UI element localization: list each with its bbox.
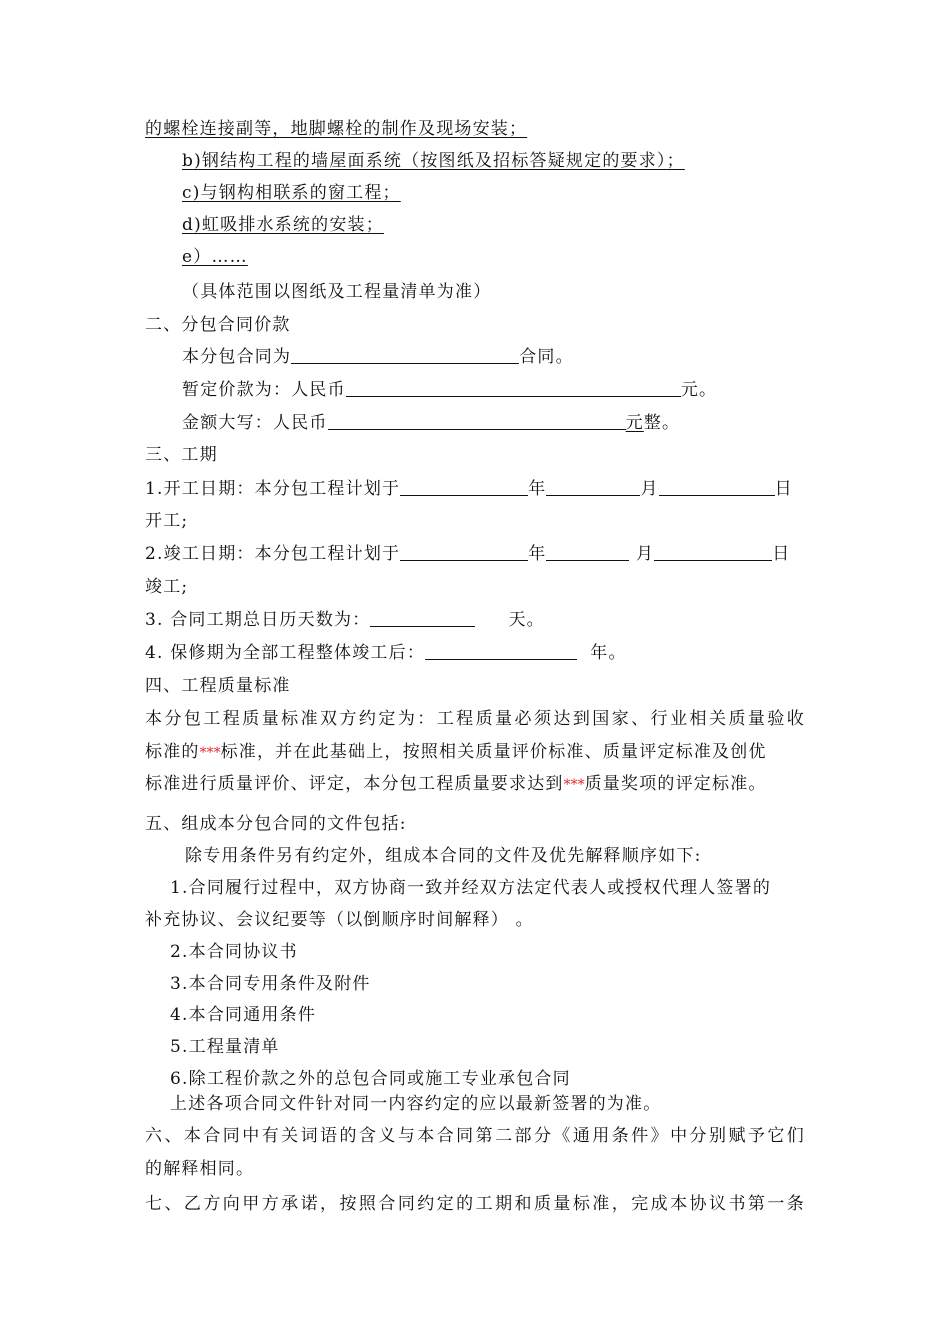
commitment-paragraph-line-1: 七、乙方向甲方承诺，按照合同约定的工期和质量标准，完成本协议书第一条 [145,1194,805,1214]
documents-heading: 五、组成本分包合同的文件包括: [145,814,407,834]
quality-text: 标准进行质量评价、评定，本分包工程质量要求达到 [145,774,564,794]
quality-paragraph-line-3 [145,772,767,797]
total-days-line [145,608,545,632]
price-amount-label: 暂定价款为：人民币 [182,380,346,400]
price-words-suffix: 整。 [643,413,681,433]
start-year-label: 年 [528,479,547,499]
end-day-blank[interactable] [654,542,772,561]
scope-item-b: b)钢结构工程的墙屋面系统（按图纸及招标答疑规定的要求）； [182,151,685,171]
price-amount-line [182,378,717,402]
scope-item-c: c)与钢构相联系的窗工程； [182,183,401,203]
price-words-label: 金额大写：人民币 [182,413,328,433]
end-date-line [145,542,790,566]
start-year-blank[interactable] [400,477,528,496]
price-words-yuan: 元 [625,413,644,433]
quality-paragraph-line-1: 本分包工程质量标准双方约定为：工程质量必须达到国家、行业相关质量验收 [145,709,805,729]
quality-text: 标准，并在此基础上，按照相关质量评价标准、质量评定标准及创优 [220,742,767,762]
end-day-label: 日 [772,544,791,564]
start-day-label: 日 [774,479,793,499]
price-contract-type-suffix: 合同。 [519,347,574,367]
warranty-label: 4. 保修期为全部工程整体竣工后： [145,643,426,663]
documents-item-3: 3.本合同专用条件及附件 [170,974,371,994]
scope-a-continued: 的螺栓连接副等，地脚螺栓的制作及现场安装； [145,119,528,139]
warranty-blank[interactable] [425,641,577,660]
scope-item-d: d)虹吸排水系统的安装； [182,215,384,235]
warranty-suffix: 年。 [590,643,627,663]
start-date-continued: 开工; [145,511,189,531]
total-days-blank[interactable] [370,608,475,627]
end-date-label: 2.竣工日期：本分包工程计划于 [145,544,401,564]
redacted-award-mark: *** [563,777,585,793]
documents-item-6: 6.除工程价款之外的总包合同或施工专业承包合同 [170,1069,571,1089]
price-words-blank[interactable] [328,411,626,430]
terms-paragraph-line-2: 的解释相同。 [145,1159,255,1179]
start-month-label: 月 [640,479,659,499]
quality-paragraph-line-2 [145,740,767,765]
start-month-blank[interactable] [546,477,640,496]
end-month-label: 月 [636,544,655,564]
price-words-line [182,411,680,435]
end-year-label: 年 [528,544,547,564]
price-amount-suffix: 元。 [680,380,718,400]
terms-paragraph-line-1: 六、本合同中有关词语的含义与本合同第二部分《通用条件》中分别赋予它们 [145,1126,805,1146]
start-day-blank[interactable] [659,477,775,496]
price-contract-type-line [182,345,574,369]
price-amount-blank[interactable] [346,378,681,397]
quality-text: 标准的 [145,742,200,762]
documents-item-5: 5.工程量清单 [170,1037,280,1057]
start-date-line [145,477,793,501]
contract-type-blank[interactable] [291,345,519,364]
documents-intro: 除专用条件另有约定外，组成本合同的文件及优先解释顺序如下: [185,846,702,866]
end-date-continued: 竣工; [145,577,189,597]
start-date-label: 1.开工日期：本分包工程计划于 [145,479,401,499]
documents-item-2: 2.本合同协议书 [170,942,298,962]
period-heading: 三、工期 [145,445,218,465]
documents-item-4: 4.本合同通用条件 [170,1005,317,1025]
documents-item-1-continued: 补充协议、会议纪要等（以倒顺序时间解释） 。 [145,910,534,930]
price-contract-type-label: 本分包合同为 [182,347,292,367]
documents-closing: 上述各项合同文件针对同一内容约定的应以最新签署的为准。 [170,1094,662,1114]
scope-item-e: e）…… [182,247,248,267]
scope-note: （具体范围以图纸及工程量清单为准） [182,282,492,302]
quality-heading: 四、工程质量标准 [145,676,291,696]
total-days-suffix: 天。 [508,610,545,630]
end-month-blank[interactable] [546,542,629,561]
price-heading: 二、分包合同价款 [145,315,291,335]
quality-text: 质量奖项的评定标准。 [584,774,767,794]
documents-item-1: 1.合同履行过程中，双方协商一致并经双方法定代表人或授权代理人签署的 [170,878,772,898]
total-days-label: 3. 合同工期总日历天数为： [145,610,371,630]
warranty-line [145,641,627,665]
end-year-blank[interactable] [400,542,528,561]
redacted-standard-mark: *** [199,745,221,761]
